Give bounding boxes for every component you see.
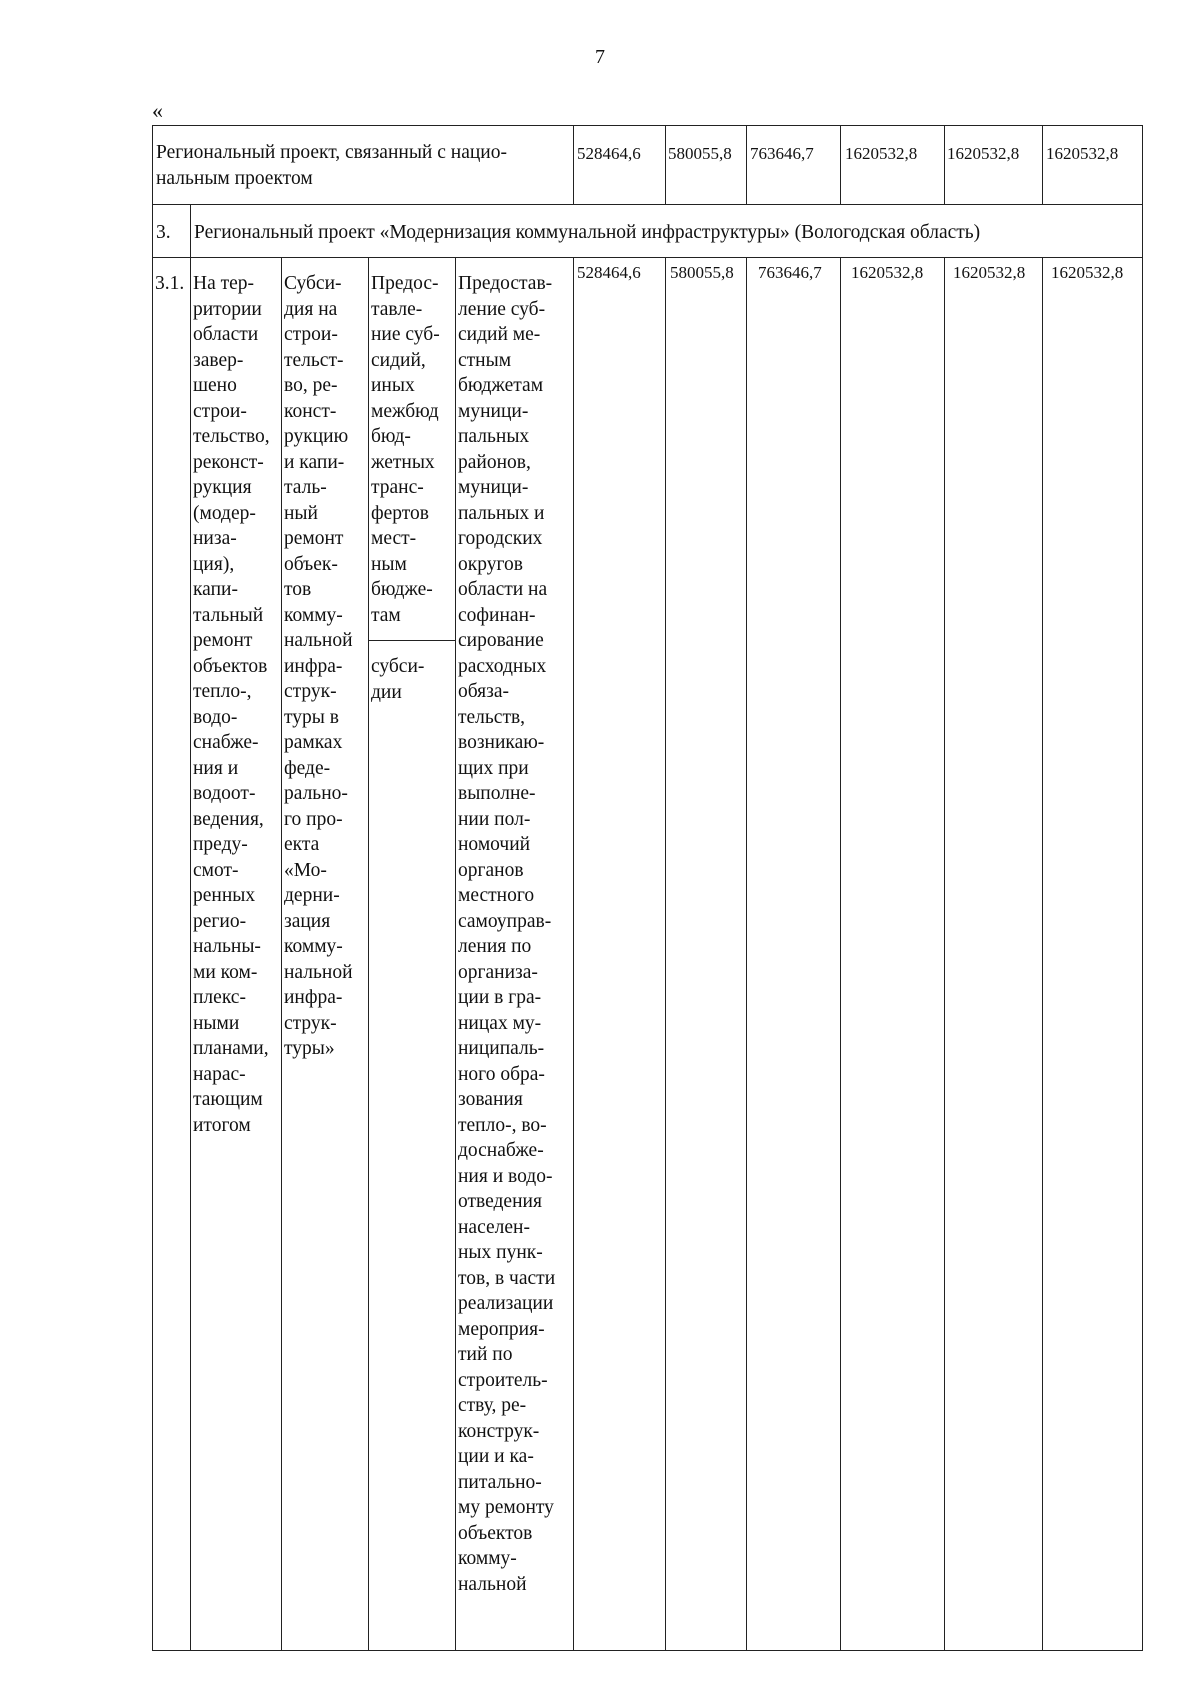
summary-row-label: Региональный проект, связанный с нацио- нальным проектом xyxy=(156,142,507,189)
item-measure-text: Субси- дия на строи- тельст- во, ре- конст- рукцию и капи- таль- ный ремонт объек- тов комму- нальной инфра- струк- туры в рамках феде- рально- го про- екта «Мо- дерни- зация комму- нальной инфра- струк- туры» xyxy=(284,273,353,1059)
summary-value: 580055,8 xyxy=(668,144,732,163)
item-value: 528464,6 xyxy=(577,263,641,282)
summary-value: 1620532,8 xyxy=(845,144,918,163)
col-divider xyxy=(840,125,841,204)
table-border-top xyxy=(152,125,1143,126)
table-border-right xyxy=(1142,125,1143,1650)
item-value: 1620532,8 xyxy=(851,263,924,282)
col-divider xyxy=(573,125,574,204)
table-row-divider xyxy=(152,204,1143,205)
item-value: 763646,7 xyxy=(758,263,822,282)
item-value: 580055,8 xyxy=(670,263,734,282)
col-divider xyxy=(944,125,945,204)
col-divider xyxy=(840,257,841,1650)
col-divider xyxy=(1042,125,1043,204)
summary-value: 528464,6 xyxy=(577,144,641,163)
col-divider xyxy=(944,257,945,1650)
col-divider xyxy=(368,257,369,1650)
col-divider xyxy=(665,125,666,204)
col-divider xyxy=(455,257,456,1650)
table-border-bottom xyxy=(152,1650,1143,1651)
col-divider xyxy=(1042,257,1043,1650)
table-row-divider xyxy=(152,257,1143,258)
section-number: 3. xyxy=(156,222,171,243)
table-border-left xyxy=(152,125,153,1650)
item-number: 3.1. xyxy=(155,273,185,294)
item-mechanism-text: Предос- тавле- ние суб- сидий, иных межбюд бюд- жетных транс- фертов мест- ным бюдже- там xyxy=(371,273,440,626)
item-description-text: Предостав- ление суб- сидий ме- стным бюджетам муници- пальных районов, муници- пальных и городских округов области на софинан- сирование расходных обяза- тельств, возникаю- щих при выполне- нии пол- номочий органов местного самоуправ- ления по организа- ции в гра- ницах му- ниципаль- ного обра- зования тепло-, во- доснабже- ния и водо- отведения населен- ных пунк- тов, в части реализации мероприя- тий по строитель- ству, ре- конструк- ции и ка- питально- му ремонту объектов комму- нальной xyxy=(458,273,556,1595)
col-divider xyxy=(665,257,666,1650)
item-mechanism-type: субси- дии xyxy=(371,656,425,703)
section-title: Региональный проект «Модернизация коммунальной инфраструктуры» (Вологодская область) xyxy=(194,222,981,243)
summary-value: 763646,7 xyxy=(750,144,814,163)
col-divider xyxy=(573,257,574,1650)
mechanism-divider xyxy=(368,640,455,641)
col-divider xyxy=(281,257,282,1650)
summary-value: 1620532,8 xyxy=(947,144,1020,163)
item-value: 1620532,8 xyxy=(1051,263,1124,282)
page-number: 7 xyxy=(595,46,605,68)
opening-quote: « xyxy=(152,98,163,123)
summary-value: 1620532,8 xyxy=(1046,144,1119,163)
item-value: 1620532,8 xyxy=(953,263,1026,282)
col-divider xyxy=(746,257,747,1650)
col-divider xyxy=(190,204,191,1650)
col-divider xyxy=(746,125,747,204)
item-result-text: На тер- ритории области завер- шено строи- тельство, реконст- рукция (модер- низа- ция), капи- тальный ремонт объектов тепло-, водо- снабже- ния и водоот- ведения, преду- смот- ренных регио- нальны- ми ком- плекс- ными планами, нарас- тающим итогом xyxy=(193,273,270,1136)
